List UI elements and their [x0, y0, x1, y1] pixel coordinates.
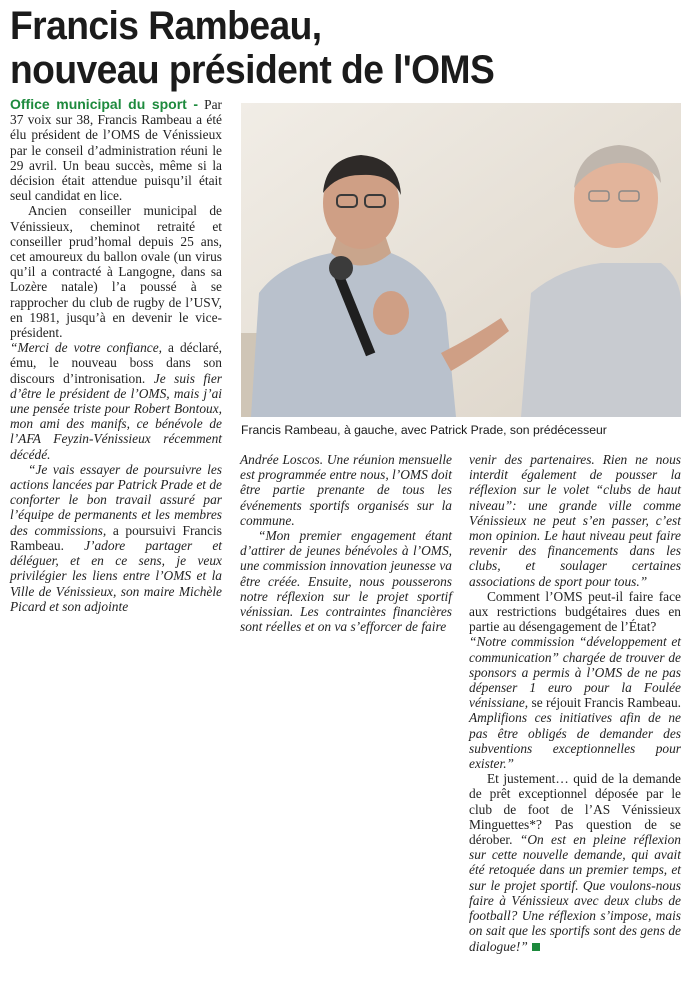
headline	[10, 4, 633, 92]
paragraph: Ancien conseiller municipal de Vénissieux, cheminot retraité et conseiller prud’homal depuis 25 ans, cet amoureux du ballon ovale (un virus qu’il a contracté à Langogne, dans sa Lozère natale) l’a poussé à se rapprocher du club de rugby de l’USV, en 1981, jusqu’à en devenir le vice-président.	[10, 203, 222, 341]
paragraph: Et justement… quid de la demande de prêt exceptionnel déposée par le club de foot de l’AS Vénissieux Minguettes*? Pas question de se dérober. “On est en pleine réflexion sur cette nouvelle demande, qui avait été retoquée dans un premier temps, et sur le projet sportif. Que voulons-nous faire à Vénissieux avec deux clubs de football? Une réflexion s’impose, mais on sait que les sportifs sont des gens de dialogue!”	[469, 771, 681, 954]
article-column-2	[240, 452, 452, 634]
kicker: Office municipal du sport -	[10, 96, 199, 112]
paragraph: venir des partenaires. Rien ne nous interdit également de pousser la réflexion sur le volet “clubs de haut niveau”: une grande ville comme Vénissieux ne peut s’en passer, c’est mon opinion. Le haut niveau peut faire revenir des financements dans les clubs, et soulager certaines associations de sport pour tous.”	[469, 452, 681, 589]
end-square-icon	[532, 943, 540, 951]
article-photo	[241, 103, 681, 417]
article-column-1	[10, 97, 222, 614]
paragraph: “Notre commission “développement et communication” chargée de trouver de sponsors a permis à l’OMS de ne pas dépenser 1 euro pour la Foulée vénissiane, se réjouit Francis Rambeau. Amplifions ces initiatives afin de ne pas être obligés de demander des subventions exceptionnelles pour exister.”	[469, 634, 681, 772]
paragraph: Comment l’OMS peut-il faire face aux restrictions budgétaires dues en partie au désengagement de l’État?	[469, 588, 681, 635]
paragraph: “Mon premier engagement étant d’attirer de jeunes bénévoles à l’OMS, une commission innovation jeunesse va être créée. Ensuite, nous pousserons notre réflexion sur le projet sportif vénissian. Les contraintes financières sont réelles et on va s’efforcer de faire	[240, 528, 452, 635]
headline-line-2: nouveau président de l'OMS	[10, 48, 495, 92]
headline-line-1: Francis Rambeau,	[10, 4, 322, 48]
article-column-3	[469, 452, 681, 954]
paragraph: “Je vais essayer de poursuivre les actions lancées par Patrick Prade et de conforter le bon travail assuré par l’équipe de permanents et les membres des commissions, a poursuivi Francis Rambeau. J’adore partager et déléguer, et en ce sens, je veux privilégier les liens entre l’OMS et la Ville de Vénissieux, son maire Michèle Picard et son adjointe	[10, 461, 222, 614]
paragraph: Andrée Loscos. Une réunion mensuelle est programmée entre nous, l’OMS doit être partie prenante de tous les événements sportifs organisés sur la commune.	[240, 452, 452, 528]
paragraph: “Merci de votre confiance, a déclaré, ému, le nouveau boss dans son discours d’intronisation. Je suis fier d’être le président de l’OMS, mais j’ai une pensée triste pour Robert Bontoux, mon ami des manifs, ce bénévole de l’AFA Feyzin-Vénissieux récemment décédé.	[10, 340, 222, 462]
photo-caption: Francis Rambeau, à gauche, avec Patrick Prade, son prédécesseur	[241, 423, 607, 437]
photo-illustration	[241, 103, 681, 417]
paragraph: Office municipal du sport - Par 37 voix sur 38, Francis Rambeau a été élu président de l’OMS de Vénissieux par le conseil d’administration réuni le 29 avril. Un beau succès, même si la décision était attendue puisqu’il était seul candidat en lice.	[10, 96, 222, 204]
